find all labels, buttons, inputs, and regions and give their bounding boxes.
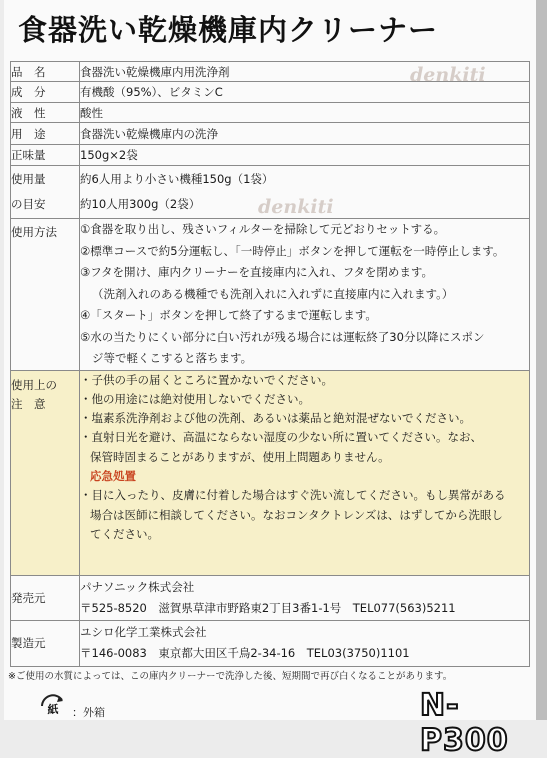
label-name: 品 名 (11, 62, 80, 82)
label-net: 正味量 (11, 145, 80, 166)
value-amount (80, 166, 530, 219)
label-caution-2: 注 意 (11, 396, 46, 411)
value-name: 食器洗い乾燥機庫内用洗浄剤 (80, 62, 530, 82)
label-amount (11, 166, 80, 219)
label-liquidity: 液 性 (11, 103, 80, 123)
caution-line: 保管時固まることがありますが、使用上問題ありません。 (90, 449, 390, 464)
seller-company: パナソニック株式会社 (80, 579, 195, 594)
product-code: N-P300 (420, 688, 509, 758)
value-net: 150g×2袋 (80, 145, 530, 166)
row-maker (11, 620, 530, 666)
row-method (11, 219, 530, 371)
footnote: ※ご使用の水質によっては、この庫内クリーナーで洗浄した後、短期間で再び白くなることがあります。 (8, 671, 453, 682)
amount-line-1: 約6人用より小さい機種150g（1袋） (80, 172, 274, 186)
product-title: 食器洗い乾燥機庫内クリーナー (18, 13, 439, 47)
paper-recycle-icon (38, 692, 68, 716)
row-net (11, 145, 530, 166)
watermark: denkiti (410, 64, 486, 86)
method-line: ③フタを開け、庫内クリーナーを直接庫内に入れ、フタを閉めます。 (80, 265, 434, 279)
value-caution (80, 370, 530, 575)
row-amount (11, 166, 530, 219)
emergency-title: 応急処置 (90, 468, 136, 483)
value-method (80, 219, 530, 371)
row-seller (11, 575, 530, 620)
method-line: ④「スタート」ボタンを押して終了するまで運転します。 (80, 308, 377, 322)
label-amount-1: 使用量 (11, 172, 46, 186)
caution-line: ・他の用途には絶対使用しないでください。 (80, 391, 310, 406)
maker-company: ユシロ化学工業株式会社 (80, 625, 207, 639)
emergency-line: ・目に入ったり、皮膚に付着した場合はすぐ洗い流してください。もし異常がある (80, 488, 506, 503)
seller-address: 〒525-8520 滋賀県草津市野路東2丁目3番1-1号 TEL077(563)5211 (80, 600, 456, 615)
recycle-text: ：外箱 (72, 706, 105, 719)
emergency-line: てください。 (90, 526, 159, 541)
label-amount-2: の目安 (11, 197, 46, 211)
method-line: ジ等で軽くこすると落ちます。 (92, 351, 253, 365)
method-line: ⑤水の当たりにくい部分に白い汚れが残る場合には運転終了30分以降にスポン (80, 329, 485, 344)
caution-line: ・直射日光を避け、高温にならない湿度の少ない所に置いてください。なお、 (80, 430, 483, 445)
label-caution (11, 370, 80, 575)
label-maker: 製造元 (11, 620, 80, 666)
label-ingredient: 成 分 (11, 82, 80, 103)
label-caution-1: 使用上の (11, 377, 57, 392)
label-use: 用 途 (11, 123, 80, 145)
row-ingredient (11, 82, 530, 103)
amount-line-2: 約10人用300g（2袋） (80, 197, 201, 211)
method-line: ②標準コースで約5分運転し、「一時停止」ボタンを押して運転を一時停止します。 (80, 243, 505, 258)
row-caution (11, 370, 530, 575)
value-maker (80, 620, 530, 666)
recycle-mark: 紙 (47, 703, 59, 716)
photo-edge (536, 0, 547, 720)
maker-address: 〒146-0083 東京都大田区千鳥2-34-16 TEL03(3750)1101 (80, 646, 410, 660)
row-liquidity (11, 103, 530, 123)
value-ingredient: 有機酸（95%）、ビタミンC (80, 82, 530, 103)
value-use: 食器洗い乾燥機庫内の洗浄 (80, 123, 530, 145)
emergency-line: 場合は医師に相談してください。なおコンタクトレンズは、はずしてから洗眼し (90, 507, 503, 522)
value-liquidity: 酸性 (80, 103, 530, 123)
label-seller: 発売元 (11, 575, 80, 620)
watermark: denkiti (258, 196, 334, 218)
caution-line: ・塩素系洗浄剤および他の洗剤、あるいは薬品と絶対混ぜないでください。 (80, 411, 471, 426)
row-name (11, 62, 530, 82)
row-use (11, 123, 530, 145)
caution-line: ・子供の手の届くところに置かないでください。 (80, 372, 333, 387)
spec-table (10, 61, 530, 667)
method-line: （洗剤入れのある機種でも洗剤入れに入れずに直接庫内に入れます。） (92, 286, 454, 301)
label-method: 使用方法 (11, 219, 80, 371)
method-line: ①食器を取り出し、残さいフィルターを掃除して元どおりセットする。 (80, 222, 446, 236)
value-seller (80, 575, 530, 620)
